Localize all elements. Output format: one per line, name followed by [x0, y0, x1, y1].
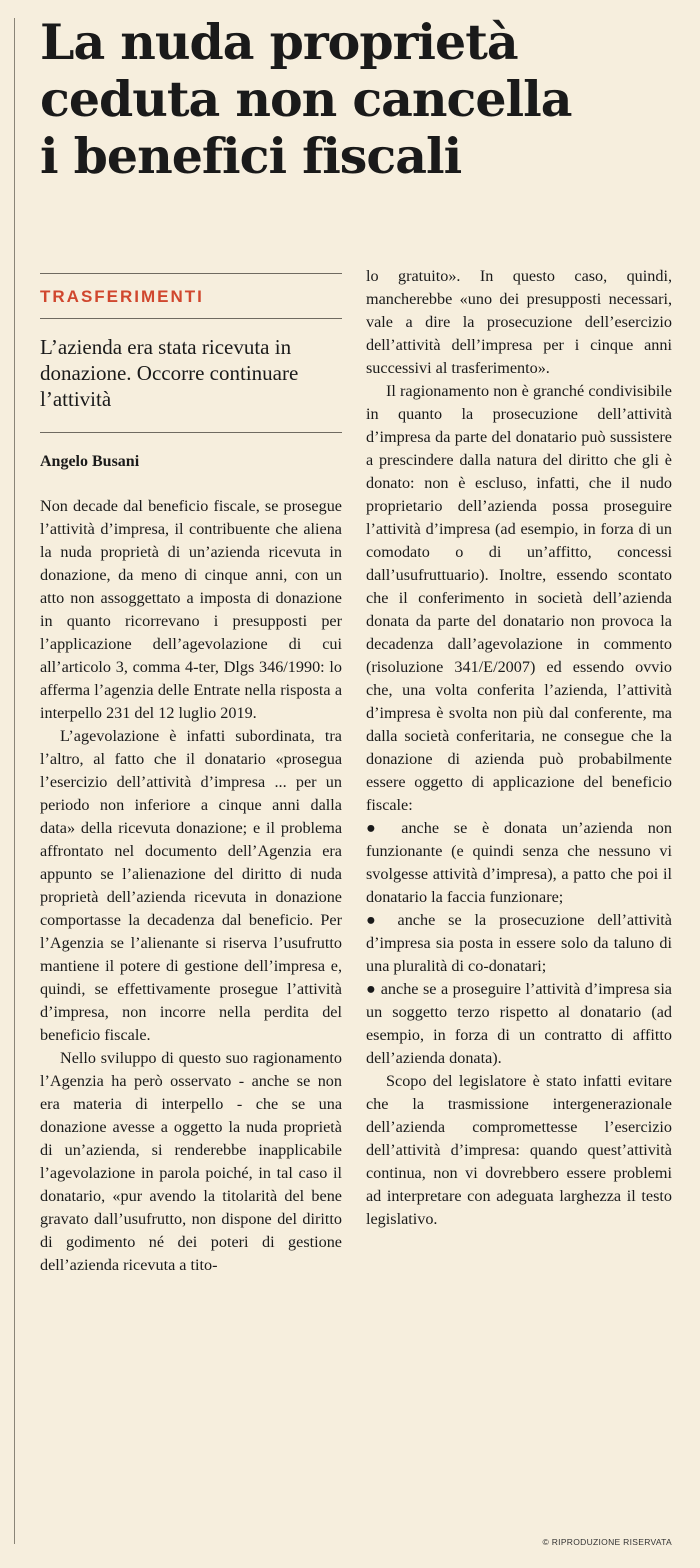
headline-line-3: i benefici fiscali — [40, 126, 462, 185]
left-column — [40, 273, 342, 1277]
section-label: TRASFERIMENTI — [40, 287, 204, 306]
subhead-rule — [40, 432, 342, 433]
author-byline: Angelo Busani — [40, 453, 140, 470]
right-column — [366, 265, 672, 1231]
body-paragraph: Non decade dal beneficio fiscale, se prosegue l’attività d’impresa, il contribuente che aliena la nuda proprietà di un’azienda ricevuta in donazione, da meno di cinque anni, con un atto non assoggettato a imposta di donazione in quanto ricorrevano i presupposti per l’applicazione dell’agevolazione di cui all’articolo 3, comma 4-ter, Dlgs 346/1990: lo afferma l’agenzia delle Entrate nella risposta a interpello 231 del 12 luglio 2019. — [40, 497, 342, 722]
subhead: L’azienda era stata ricevuta in donazione. Occorre continuare l’attività — [40, 335, 299, 411]
body-paragraph: Nello sviluppo di questo suo ragionamento l’Agenzia ha però osservato - anche se non era materia di interpello - che se una donazione avesse a oggetto la nuda proprietà di un’azienda, si renderebbe inapplicabile l’agevolazione in parola poiché, in tal caso il donatario, «pur avendo la titolarità del bene gravato dall’usufrutto, non dispone del diritto di godimento né dei poteri di gestione dell’azienda ricevuta a tito- — [40, 1049, 342, 1274]
bullet-item: ● anche se è donata un’azienda non funzionante (e quindi senza che nessuno vi svolgesse attività d’impresa), a patto che poi il donatario la faccia funzionare; — [366, 819, 672, 906]
bullet-item: ● anche se la prosecuzione dell’attività d’impresa sia posta in essere solo da taluno di una pluralità di co-donatari; — [366, 911, 672, 975]
left-column-rule — [14, 18, 15, 1544]
body-paragraph: Il ragionamento non è granché condivisibile in quanto la prosecuzione dell’attività d’impresa da parte del donatario può sussistere a prescindere dalla natura del diritto che gli è donato: non è escluso, infatti, che il nudo proprietario dell’azienda possa proseguire l’attività d’impresa (ad esempio, in forza di un comodato o di un’affitto, concessi dall’usufruttuario). Inoltre, essendo scontato che il conferimento in società dell’azienda donata da parte del donatario non provoca la decadenza dall’agevolazione in commento (risoluzione 341/E/2007) ed essendo ovvio che, una volta conferita l’azienda, l’attività d’impresa è svolta non più dal conferente, ma dalla società conferitaria, ne consegue che la donazione di azienda può probabilmente essere oggetto di applicazione del beneficio fiscale: — [366, 382, 672, 814]
headline-line-2: ceduta non cancella — [40, 69, 572, 128]
section-bottom-rule — [40, 318, 342, 319]
body-paragraph: lo gratuito». In questo caso, quindi, mancherebbe «uno dei presupposti necessari, vale a dire la prosecuzione dell’esercizio dell’attività dell’impresa per i cinque anni successivi al trasferimento». — [366, 267, 672, 377]
headline-line-1: La nuda proprietà — [40, 13, 518, 71]
headline — [40, 14, 690, 184]
bullet-item: ● anche se a proseguire l’attività d’impresa sia un soggetto terzo rispetto al donatario (ad esempio, in forza di un contratto di affitto dell’azienda donata). — [366, 980, 672, 1067]
body-paragraph: L’agevolazione è infatti subordinata, tra l’altro, al fatto che il donatario «prosegua l’esercizio dell’attività d’impresa ... per un periodo non inferiore a cinque anni dalla data» della ricevuta donazione; e il problema affrontato nel documento dell’Agenzia era appunto se l’alienazione del diritto di nuda proprietà dell’azienda ricevuta in donazione comportasse la decadenza dal beneficio. Per l’Agenzia se l’alienante si riserva l’usufrutto mantiene il potere di gestione dell’impresa e, quindi, se effettivamente prosegue l’attività d’impresa, non incorre nella perdita del beneficio fiscale. — [40, 727, 342, 1044]
closing-paragraph: Scopo del legislatore è stato infatti evitare che la trasmissione intergenerazionale dell’azienda compromettesse l’esercizio dell’attività d’impresa: quando quest’attività continua, non vi dovrebbero essere problemi ad interpretare con adeguata larghezza il testo legislativo. — [366, 1072, 672, 1228]
copyright-notice: © RIPRODUZIONE RISERVATA — [542, 1537, 672, 1547]
